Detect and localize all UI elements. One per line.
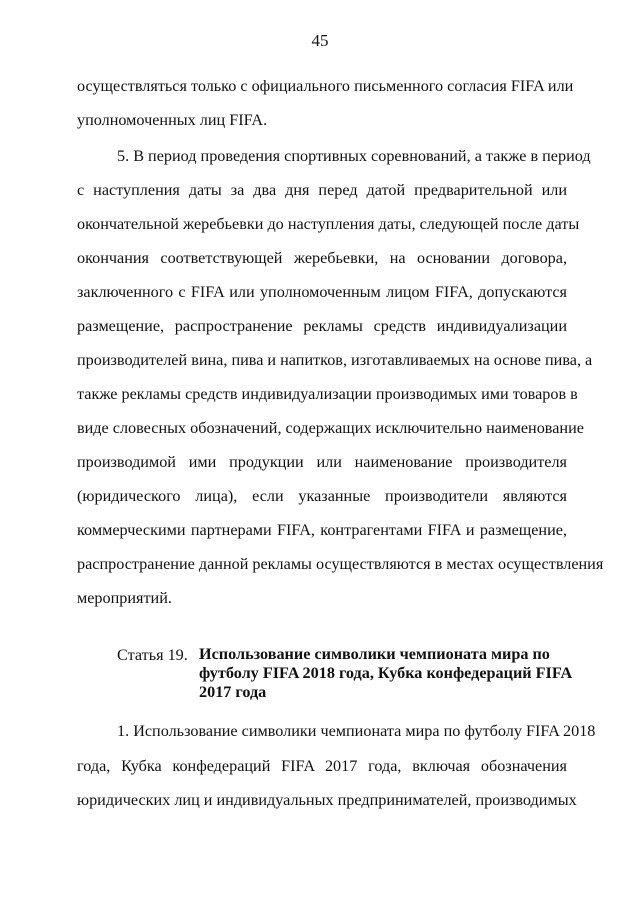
text-line: также рекламы средств индивидуализации производимых ими товаров в bbox=[77, 385, 578, 403]
text-line: заключенного с FIFA или уполномоченным лицом FIFA, допускаются bbox=[77, 283, 567, 301]
text-line: коммерческими партнерами FIFA, контрагентами FIFA и размещение, bbox=[77, 521, 567, 539]
article-title-line: 2017 года bbox=[199, 683, 267, 701]
text-line: осуществляться только с официального письменного согласия FIFA или bbox=[77, 77, 574, 95]
text-line: окончания соответствующей жеребьевки, на основании договора, bbox=[77, 249, 567, 267]
article-title-line: футболу FIFA 2018 года, Кубка конфедераций FIFA bbox=[199, 664, 573, 682]
text-line: размещение, распространение рекламы средств индивидуализации bbox=[77, 317, 567, 335]
article-label: Статья 19. bbox=[117, 646, 188, 664]
text-line: 1. Использование символики чемпионата мира по футболу FIFA 2018 bbox=[117, 722, 596, 740]
text-line: уполномоченных лиц FIFA. bbox=[77, 111, 268, 129]
article-title-line: Использование символики чемпионата мира по bbox=[199, 645, 550, 663]
article-title bbox=[199, 645, 573, 702]
text-line: (юридического лица), если указанные производители являются bbox=[77, 487, 567, 505]
text-line: мероприятий. bbox=[77, 589, 172, 607]
text-line: с наступления даты за два дня перед датой предварительной или bbox=[77, 181, 567, 199]
page-number: 45 bbox=[311, 31, 329, 50]
text-line: распространение данной рекламы осуществляются в местах осуществления bbox=[77, 555, 604, 573]
text-line: производимой ими продукции или наименование производителя bbox=[77, 453, 567, 471]
text-line: виде словесных обозначений, содержащих исключительно наименование bbox=[77, 419, 584, 437]
text-line: юридических лиц и индивидуальных предпринимателей, производимых bbox=[77, 791, 577, 809]
text-line: производителей вина, пива и напитков, изготавливаемых на основе пива, а bbox=[77, 351, 593, 369]
text-line: 5. В период проведения спортивных соревнований, а также в период bbox=[117, 147, 591, 165]
text-line: окончательной жеребьевки до наступления даты, следующей после даты bbox=[77, 215, 580, 233]
text-line: года, Кубка конфедераций FIFA 2017 года, включая обозначения bbox=[77, 757, 567, 775]
